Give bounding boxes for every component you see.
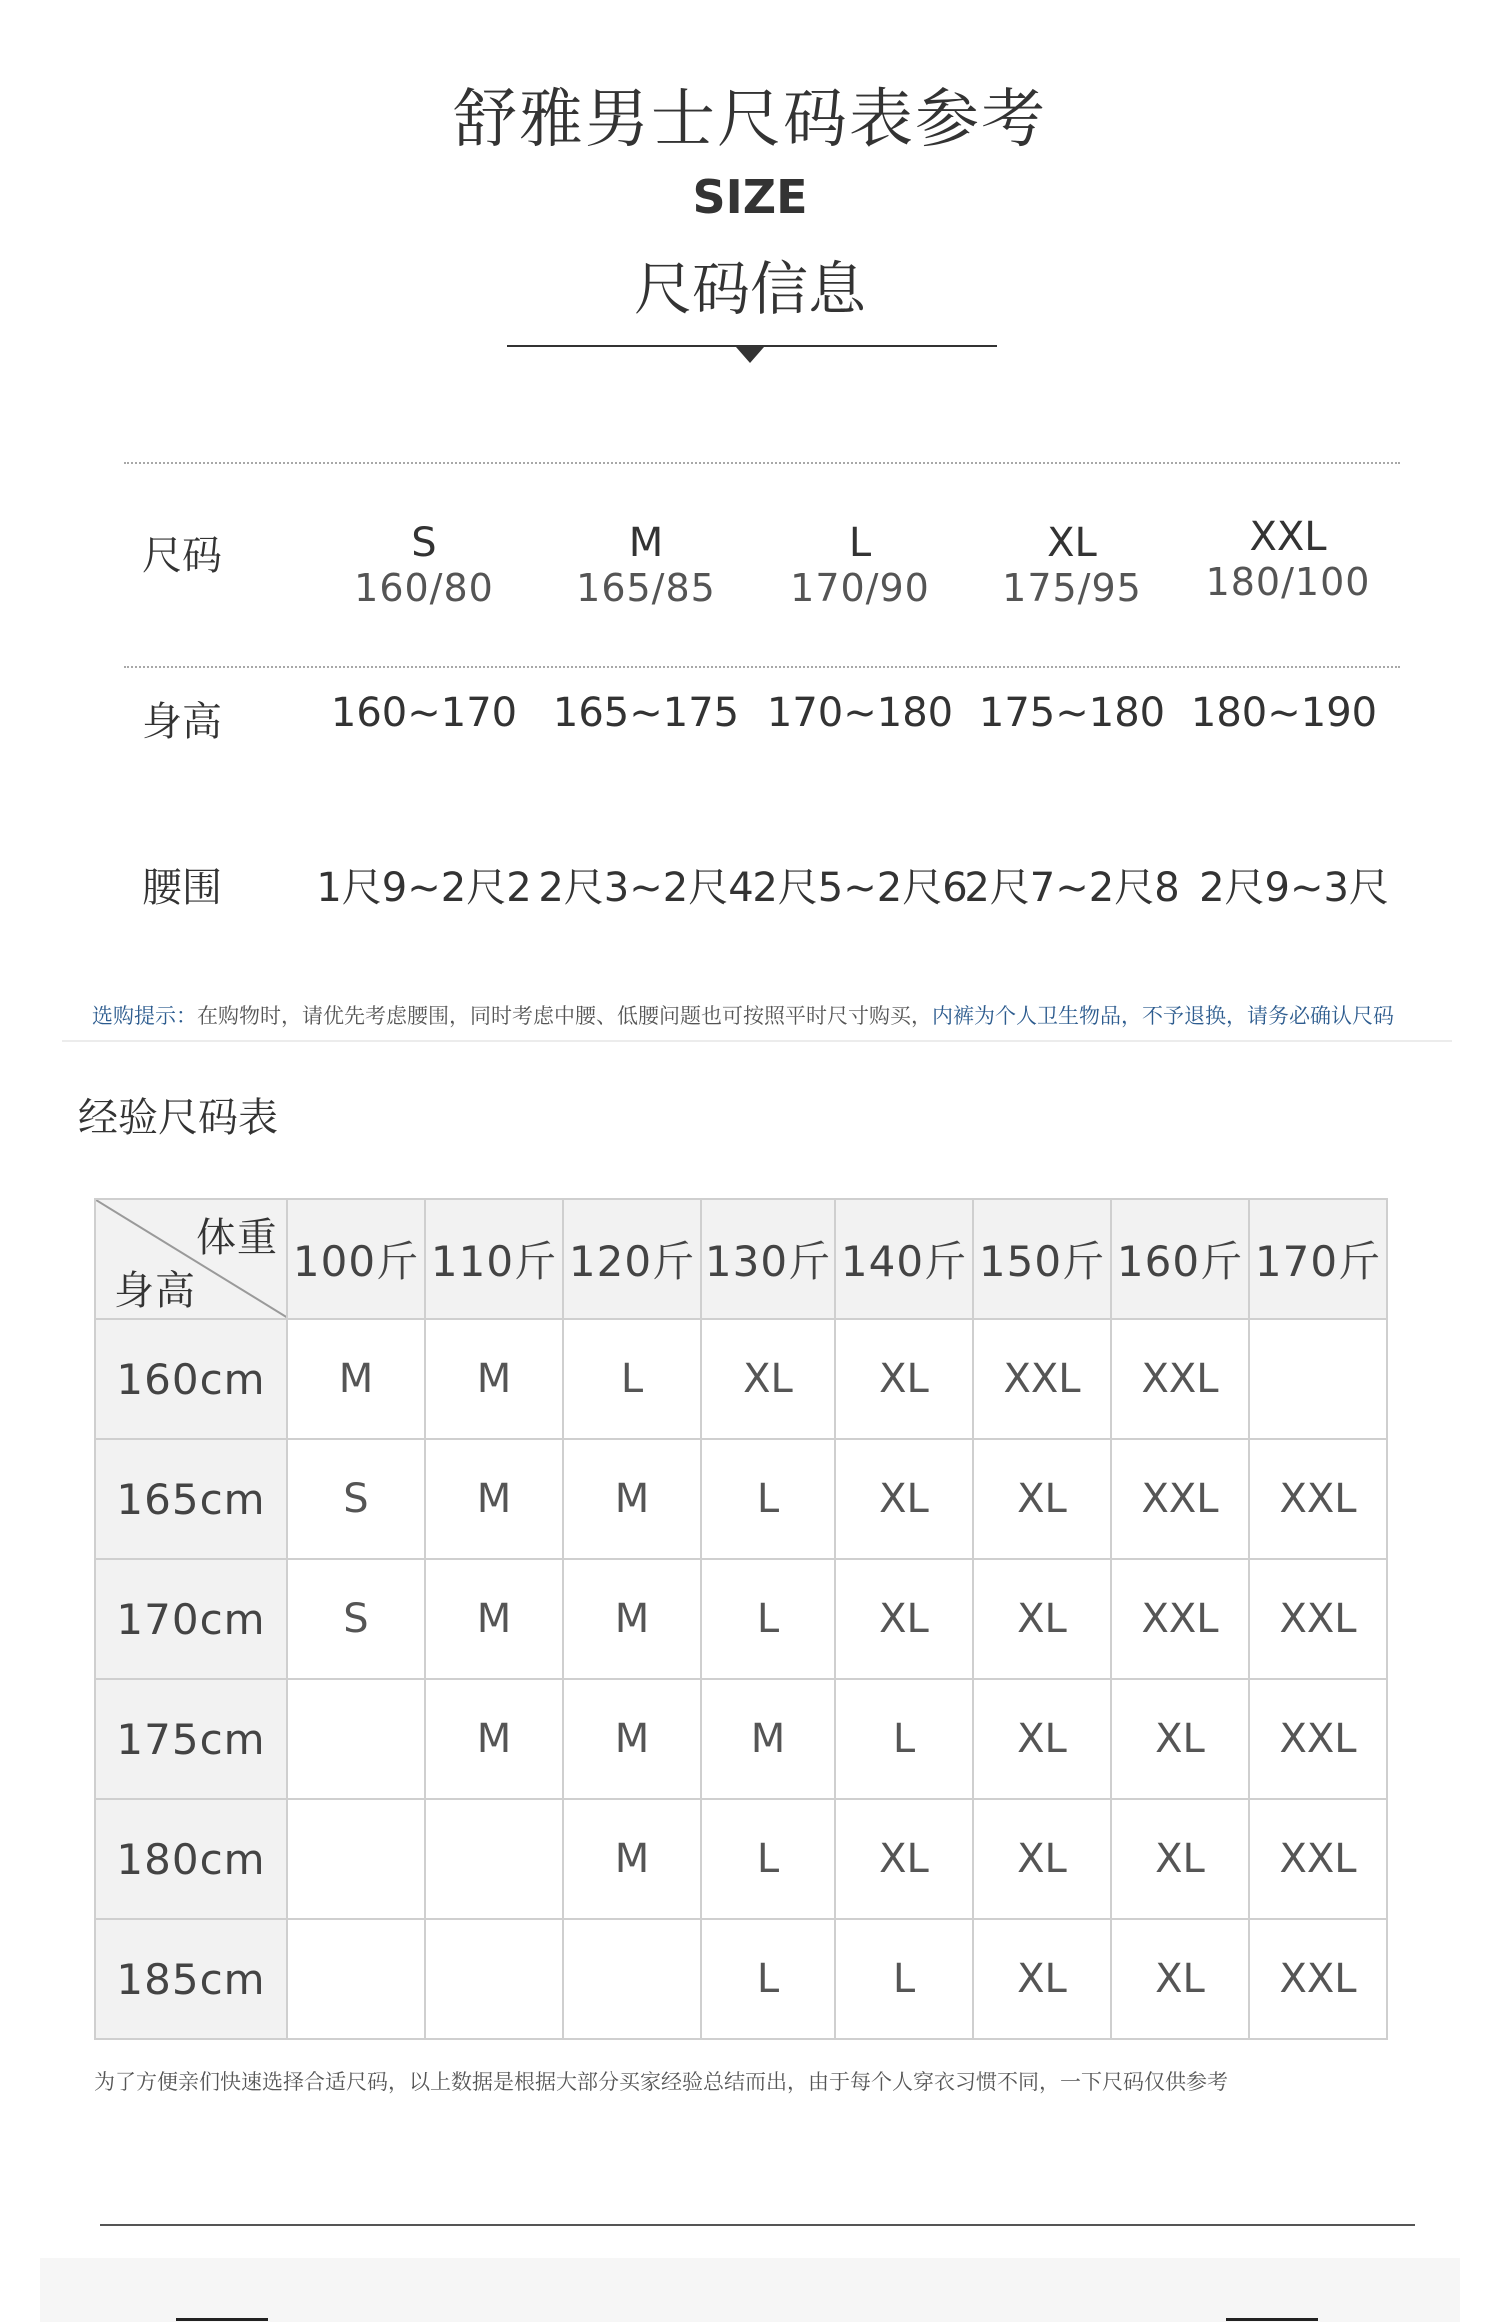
table-row	[95, 1439, 1387, 1559]
weight-header: 110斤	[425, 1199, 563, 1319]
size-cell: XXL	[1249, 1799, 1387, 1919]
size-column-l	[760, 520, 960, 610]
size-letter: XXL	[1249, 514, 1327, 560]
waist-row-label: 腰围	[142, 865, 222, 911]
weight-header: 150斤	[973, 1199, 1111, 1319]
weight-header: 100斤	[287, 1199, 425, 1319]
size-column-s	[324, 520, 524, 610]
weight-axis-label: 体重	[196, 1215, 278, 1261]
size-cell: L	[701, 1559, 835, 1679]
size-column-xxl	[1188, 514, 1388, 604]
size-column-xl	[972, 520, 1172, 610]
size-cell: XL	[835, 1319, 973, 1439]
size-cell: M	[563, 1439, 701, 1559]
height-range: 170~180	[766, 690, 954, 736]
size-cell: XL	[973, 1559, 1111, 1679]
size-cell: S	[287, 1559, 425, 1679]
table-row	[95, 1319, 1387, 1439]
table-row	[95, 1559, 1387, 1679]
triangle-down-icon	[736, 347, 764, 363]
height-header: 185cm	[95, 1919, 287, 2039]
table-row	[95, 1679, 1387, 1799]
size-cell: XXL	[1249, 1559, 1387, 1679]
size-cell	[287, 1919, 425, 2039]
size-column-m	[546, 520, 746, 610]
size-cell: M	[425, 1679, 563, 1799]
table-row	[95, 1799, 1387, 1919]
size-cell	[1249, 1319, 1387, 1439]
waist-range: 2尺3~2尺4	[538, 865, 754, 911]
size-cell	[425, 1799, 563, 1919]
size-cell: M	[425, 1559, 563, 1679]
disclaimer-note: 为了方便亲们快速选择合适尺码，以上数据是根据大部分买家经验总结而出，由于每个人穿衣习惯不同，一下尺码仅供参考	[94, 2070, 1228, 2094]
size-cell: M	[563, 1559, 701, 1679]
dotted-divider	[124, 462, 1400, 464]
size-letter: S	[411, 520, 437, 566]
height-range: 180~190	[1190, 690, 1378, 736]
dotted-divider	[124, 666, 1400, 668]
size-cell: M	[425, 1439, 563, 1559]
experience-size-table	[94, 1198, 1388, 2040]
waist-range: 2尺5~2尺6	[752, 865, 968, 911]
table-row	[95, 1919, 1387, 2039]
size-cell: L	[835, 1679, 973, 1799]
size-cell	[425, 1919, 563, 2039]
size-cell: M	[425, 1319, 563, 1439]
waist-range: 2尺9~3尺	[1199, 865, 1389, 911]
size-cell: XL	[973, 1919, 1111, 2039]
size-cell: XL	[835, 1559, 973, 1679]
waist-range: 2尺7~2尺8	[964, 865, 1180, 911]
height-header: 165cm	[95, 1439, 287, 1559]
weight-header: 120斤	[563, 1199, 701, 1319]
size-cell: M	[563, 1799, 701, 1919]
size-cell: XXL	[1111, 1559, 1249, 1679]
size-cell: XL	[835, 1439, 973, 1559]
size-cell: XL	[701, 1319, 835, 1439]
size-cell: XXL	[1249, 1919, 1387, 2039]
size-cell: XXL	[1249, 1439, 1387, 1559]
size-code: 160/80	[354, 566, 494, 610]
height-header: 175cm	[95, 1679, 287, 1799]
size-cell: L	[701, 1439, 835, 1559]
size-cell: XXL	[1111, 1319, 1249, 1439]
size-cell: S	[287, 1439, 425, 1559]
height-header: 170cm	[95, 1559, 287, 1679]
size-subheading: 尺码信息	[633, 255, 866, 323]
size-cell: XL	[1111, 1679, 1249, 1799]
size-cell	[287, 1799, 425, 1919]
size-code: 165/85	[576, 566, 716, 610]
size-letter: L	[848, 520, 872, 566]
size-letter: XL	[1047, 520, 1097, 566]
size-cell: L	[701, 1919, 835, 2039]
size-cell: XXL	[973, 1319, 1111, 1439]
height-axis-label: 身高	[114, 1268, 196, 1314]
size-cell	[287, 1679, 425, 1799]
weight-header: 140斤	[835, 1199, 973, 1319]
size-cell: L	[701, 1799, 835, 1919]
size-cell: XL	[973, 1439, 1111, 1559]
size-cell: XXL	[1111, 1439, 1249, 1559]
size-cell: XL	[1111, 1919, 1249, 2039]
size-heading: SIZE	[692, 170, 808, 224]
height-row-label: 身高	[142, 699, 222, 745]
corner-cell	[95, 1199, 287, 1319]
height-range: 160~170	[330, 690, 518, 736]
weight-header: 130斤	[701, 1199, 835, 1319]
height-range: 175~180	[978, 690, 1166, 736]
size-cell: L	[563, 1319, 701, 1439]
size-cell: XL	[1111, 1799, 1249, 1919]
size-cell: M	[701, 1679, 835, 1799]
size-cell	[563, 1919, 701, 2039]
height-header: 180cm	[95, 1799, 287, 1919]
size-cell: XL	[973, 1679, 1111, 1799]
cropped-graphic	[176, 2318, 268, 2321]
size-cell: XXL	[1249, 1679, 1387, 1799]
size-cell: L	[835, 1919, 973, 2039]
size-code: 180/100	[1205, 560, 1371, 604]
size-cell: XL	[835, 1799, 973, 1919]
size-row-label: 尺码	[142, 533, 222, 579]
bottom-divider	[100, 2224, 1415, 2226]
tip-body: 在购物时，请优先考虑腰围，同时考虑中腰、低腰问题也可按照平时尺寸购买，	[197, 1004, 932, 1028]
cropped-graphic	[1226, 2318, 1318, 2321]
section-title: 经验尺码表	[78, 1095, 278, 1141]
tip-emphasis: 内裤为个人卫生物品，不予退换，请务必确认尺码	[932, 1004, 1394, 1028]
height-header: 160cm	[95, 1319, 287, 1439]
tip-prefix: 选购提示：	[92, 1004, 197, 1028]
weight-header: 160斤	[1111, 1199, 1249, 1319]
size-cell: M	[563, 1679, 701, 1799]
size-letter: M	[628, 520, 664, 566]
size-code: 170/90	[790, 566, 930, 610]
weight-header: 170斤	[1249, 1199, 1387, 1319]
height-range: 165~175	[552, 690, 740, 736]
waist-range: 1尺9~2尺2	[316, 865, 532, 911]
purchase-tip	[92, 1000, 1394, 1030]
tip-divider	[62, 1040, 1452, 1042]
table-header-row	[95, 1199, 1387, 1319]
size-cell: XL	[973, 1799, 1111, 1919]
page-title: 舒雅男士尺码表参考	[453, 83, 1047, 157]
size-code: 175/95	[1002, 566, 1142, 610]
size-cell: M	[287, 1319, 425, 1439]
next-section-band	[40, 2258, 1460, 2322]
